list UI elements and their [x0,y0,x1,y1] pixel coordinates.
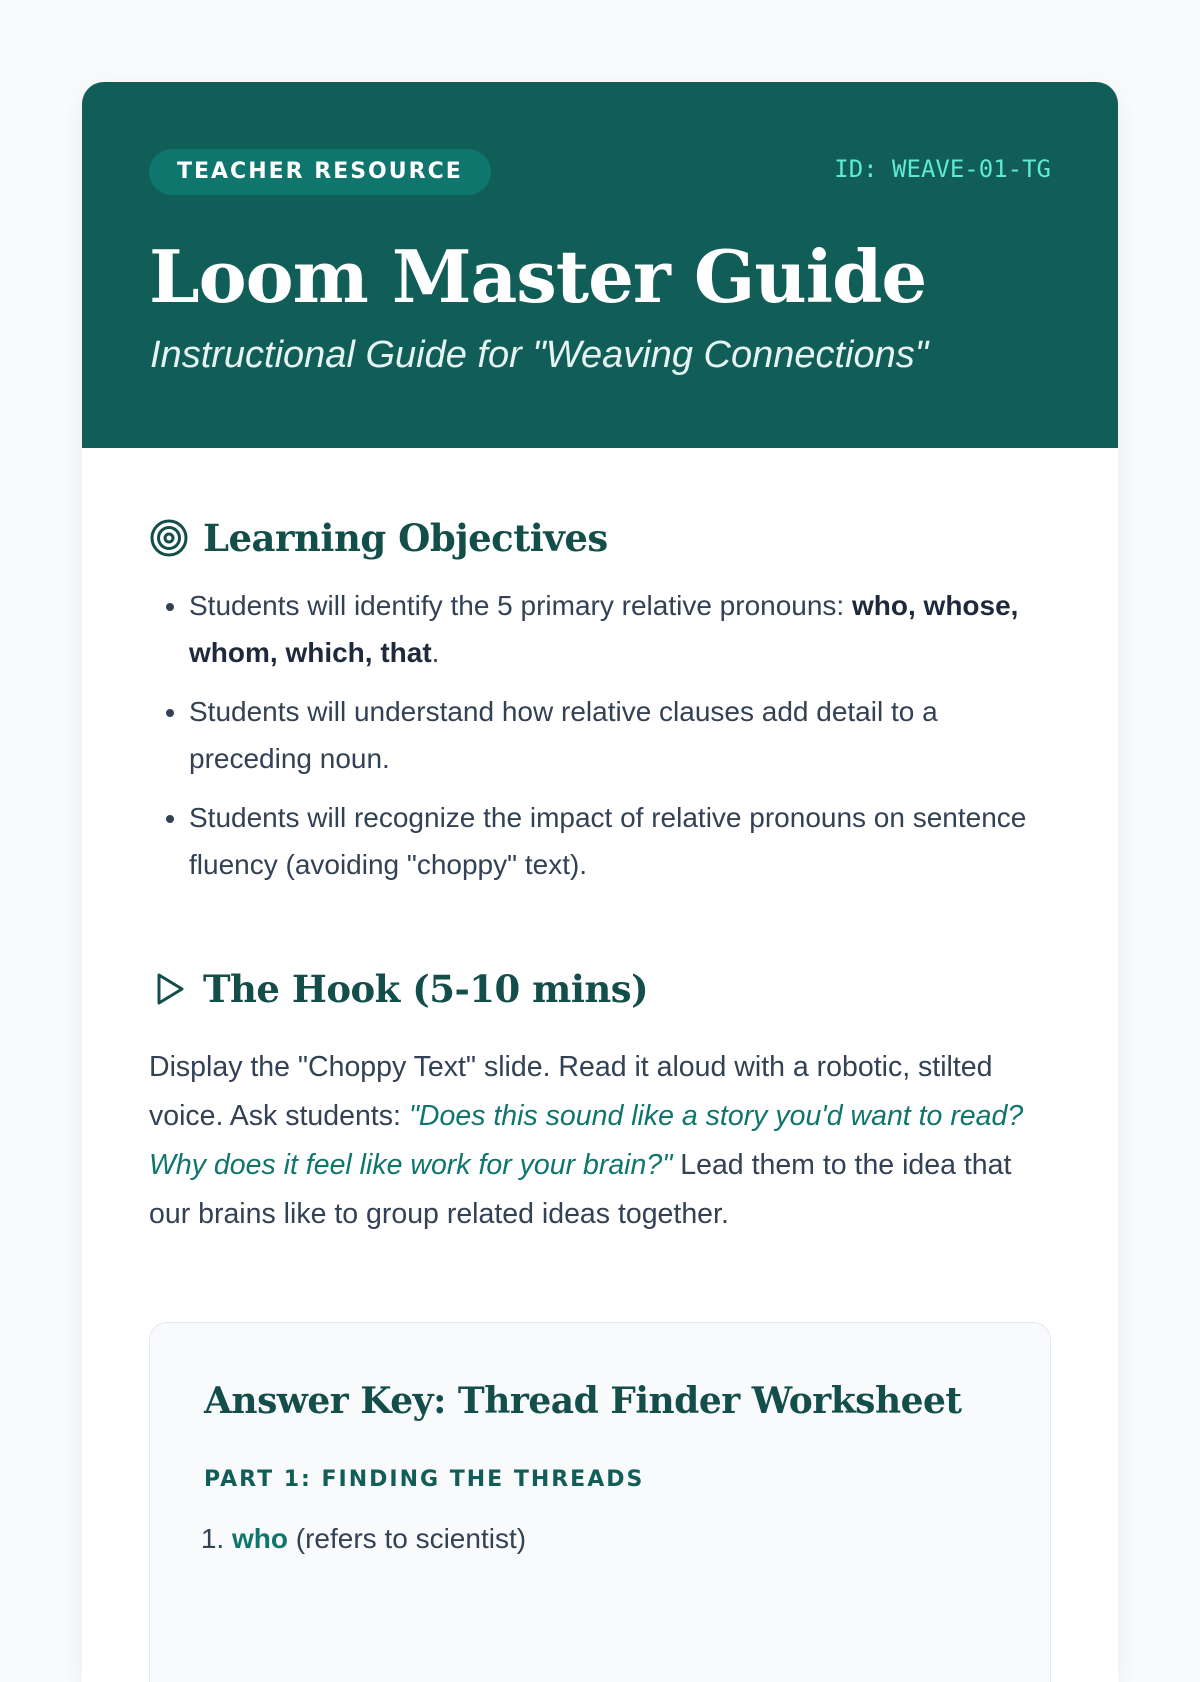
list-item [189,582,1051,676]
objective-text: Students will identify the 5 primary relative pronouns: [189,590,852,621]
list-item [189,794,1051,888]
objective-suffix: . [431,637,440,668]
learning-objectives-title: Learning Objectives [203,516,608,560]
resource-badge: TEACHER RESOURCE [149,149,491,195]
hook-paragraph [149,1043,1051,1239]
objective-text: Students will recognize the impact of relative pronouns on sentence fluency (avoiding "choppy" text). [189,802,1027,880]
teacher-guide-card [82,82,1118,1682]
part-label: PART 1: FINDING THE THREADS [204,1467,645,1492]
hook-title: The Hook (5-10 mins) [203,967,649,1011]
list-item [189,688,1051,782]
objectives-list [149,582,1051,888]
answer-pronoun: who [232,1523,288,1554]
guide-content [82,514,1118,1682]
objective-text: Students will understand how relative clauses add detail to a preceding noun. [189,696,938,774]
hook-intro: Display the "Choppy Text" slide. Read it aloud with a robotic, stilted voice. Ask students: [149,1051,993,1132]
answer-list [204,1517,996,1561]
page-title: Loom Master Guide [149,234,927,319]
pronoun-list: who, whose, whom, which, that [189,590,1019,668]
page-subtitle: Instructional Guide for "Weaving Connections" [150,334,929,376]
target-icon [149,518,189,558]
play-icon [149,969,189,1009]
answer-key-title: Answer Key: Thread Finder Worksheet [204,1380,962,1422]
hook-heading [149,965,1051,1013]
list-item [232,1517,996,1561]
answer-key-box [149,1322,1051,1682]
guide-header [82,82,1118,448]
hook-outro: Lead them to the idea that our brains like to group related ideas together. [149,1149,1012,1230]
answer-note: (refers to scientist) [288,1523,527,1554]
learning-objectives-heading [149,514,1051,562]
hook-quote: "Does this sound like a story you'd want to read? Why does it feel like work for your brain?" [149,1100,1024,1181]
document-id: ID: WEAVE-01-TG [834,155,1051,183]
